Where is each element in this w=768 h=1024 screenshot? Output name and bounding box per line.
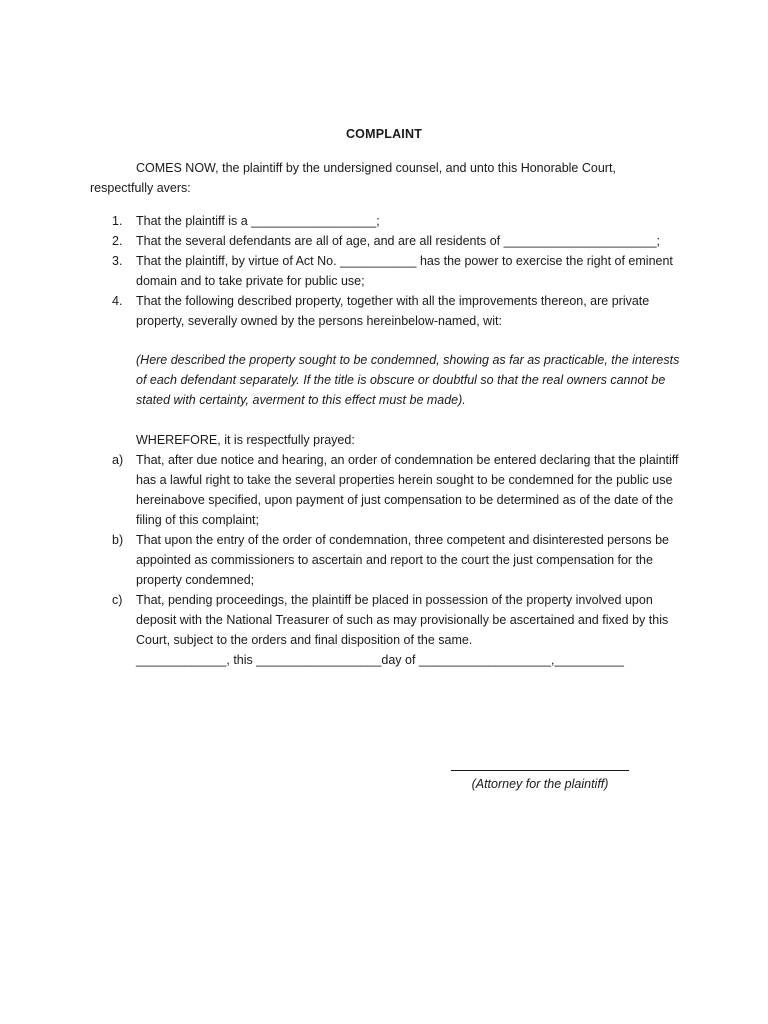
allegation-item [112, 231, 684, 251]
allegation-marker: 2. [112, 234, 123, 248]
allegation-marker: 1. [112, 214, 123, 228]
document-title: COMPLAINT [345, 127, 423, 141]
prayer-text: That upon the entry of the order of condemnation, three competent and disinterested persons be appointed as commissioners to ascertain and report to the court the just compensation for the property condemned; [136, 533, 669, 587]
prayer-text: That, after due notice and hearing, an order of condemnation be entered declaring that the plaintiff has a lawful right to take the several properties herein sought to be condemned for the public use hereinabove specified, upon payment of just compensation to be determined as of the date of the filing of this complaint; [136, 453, 679, 527]
allegation-text: That the following described property, together with all the improvements thereon, are private property, severally owned by the persons hereinbelow-named, wit: [136, 294, 650, 328]
date-line: _____________, this __________________day of ___________________,__________ [136, 653, 624, 667]
allegation-item [112, 291, 684, 331]
allegation-marker: 3. [112, 254, 123, 268]
allegation-text: That the several defendants are all of age, and are all residents of ______________________; [136, 234, 661, 248]
allegation-marker: 4. [112, 294, 123, 308]
prayer-marker: a) [112, 453, 124, 467]
prayer-item [112, 590, 684, 650]
signature-line [451, 770, 629, 771]
allegation-text: That the plaintiff, by virtue of Act No. ___________ has the power to exercise the right of eminent domain and to take private for public use; [136, 254, 673, 288]
prayer-item [112, 530, 684, 590]
allegation-item [112, 211, 684, 231]
property-description-note: (Here described the property sought to be condemned, showing as far as practicable, the interests of each defendant separately. If the title is obscure or doubtful so that the real owners cannot be stated with certainty, averment to this effect must be made). [136, 353, 680, 407]
intro-paragraph: COMES NOW, the plaintiff by the undersigned counsel, and unto this Honorable Court, respectfully avers: [90, 161, 616, 195]
prayer-marker: c) [112, 593, 123, 607]
prayer-text: That, pending proceedings, the plaintiff be placed in possession of the property involved upon deposit with the National Treasurer of such as may provisionally be ascertained and fixed by this Court, subject to the orders and final disposition of the same. [136, 593, 669, 647]
prayer-item [112, 450, 684, 530]
prayer-intro: WHEREFORE, it is respectfully prayed: [136, 433, 355, 447]
prayer-marker: b) [112, 533, 124, 547]
allegation-text: That the plaintiff is a __________________; [136, 214, 380, 228]
allegation-item [112, 251, 684, 291]
signature-caption: (Attorney for the plaintiff) [471, 777, 609, 791]
